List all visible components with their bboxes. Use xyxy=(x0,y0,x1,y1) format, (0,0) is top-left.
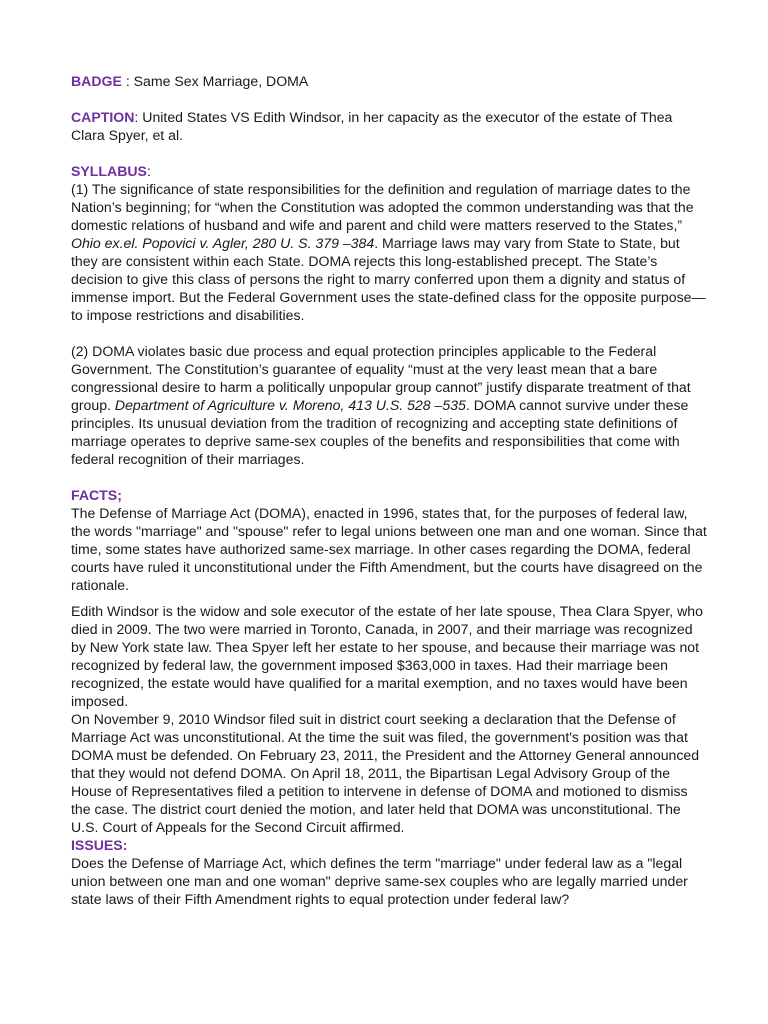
syllabus-p2-text-b: . DOMA cannot survive under these principles. Its unusual deviation from the tradition of recognizing and accepting state definitions of marriage operates to deprive same-sex couples of the benefits and responsibilities that come with federal recognition of their marriages. xyxy=(71,397,689,467)
syllabus-colon: : xyxy=(146,163,151,179)
facts-heading: FACTS; xyxy=(71,487,122,503)
syllabus-paragraph-1 xyxy=(71,180,708,324)
facts-paragraph-3: On November 9, 2010 Windsor filed suit in district court seeking a declaration that the Defense of Marriage Act was unconstitutional. At the time the suit was filed, the government's position was that DOMA must be defended. On February 23, 2011, the President and the Attorney General announced that they would not defend DOMA. On April 18, 2011, the Bipartisan Legal Advisory Group of the House of Representatives filed a petition to intervene in defense of DOMA and motioned to dismiss the case. The district court denied the motion, and later held that DOMA was unconstitutional. The U.S. Court of Appeals for the Second Circuit affirmed. xyxy=(71,711,700,835)
badge-label: BADGE xyxy=(71,73,122,89)
badge-separator: : xyxy=(121,73,134,89)
facts-paragraph-1: The Defense of Marriage Act (DOMA), enacted in 1996, states that, for the purposes of federal law, the words "marriage" and "spouse" refer to legal unions between one man and one woman. Since that time, some states have authorized same-sex marriage. In other cases regarding the DOMA, federal courts have ruled it unconstitutional under the Fifth Amendment, but the courts have disagreed on the rationale. xyxy=(71,505,707,593)
syllabus-label: SYLLABUS xyxy=(71,163,147,179)
caption-separator: : xyxy=(134,109,143,125)
badge-line xyxy=(71,72,708,90)
caption-line xyxy=(71,108,708,144)
facts-paragraph-2: Edith Windsor is the widow and sole executor of the estate of her late spouse, Thea Clara Spyer, who died in 2009. The two were married in Toronto, Canada, in 2007, and their marriage was recognized by New York state law. Thea Spyer left her estate to her spouse, and because their marriage was not recognized by federal law, the government imposed $363,000 in taxes. Had their marriage been recognized, the estate would have qualified for a marital exemption, and no taxes would have been imposed. xyxy=(71,603,703,709)
caption-value: United States VS Edith Windsor, in her capacity as the executor of the estate of Thea Clara Spyer, et al. xyxy=(71,109,673,143)
syllabus-heading-line xyxy=(71,162,708,180)
issues-heading: ISSUES: xyxy=(71,837,128,853)
syllabus-p1-citation: Ohio ex.el. Popovici v. Agler, 280 U. S. 379 –384 xyxy=(71,235,375,251)
syllabus-p1-text-a: (1) The significance of state responsibilities for the definition and regulation of marriage dates to the Nation’s beginning; for “when the Constitution was adopted the common understanding was that the domestic relations of husband and wife and parent and child were matters reserved to the States,” xyxy=(71,181,694,233)
issues-paragraph-1: Does the Defense of Marriage Act, which defines the term "marriage" under federal law as a "legal union between one man and one woman" deprive same-sex couples who are legally married under state laws of their Fifth Amendment rights to equal protection under federal law? xyxy=(71,855,688,907)
syllabus-p2-text-a: (2) DOMA violates basic due process and equal protection principles applicable to the Federal Government. The Constitution’s guarantee of equality “must at the very least mean that a bare congressional desire to harm a politically unpopular group cannot” justify disparate treatment of that group. xyxy=(71,343,691,413)
badge-value: Same Sex Marriage, DOMA xyxy=(133,73,309,89)
syllabus-p2-citation: Department of Agriculture v. Moreno, 413 U.S. 528 –535 xyxy=(114,397,466,413)
caption-label: CAPTION xyxy=(71,109,135,125)
syllabus-paragraph-2 xyxy=(71,342,708,468)
syllabus-p1-text-b: . Marriage laws may vary from State to State, but they are consistent within each State. DOMA rejects this long-established precept. The State’s decision to give this class of persons the right to marry conferred upon them a dignity and status of immense import. But the Federal Government uses the state-defined class for the opposite purpose—to impose restrictions and disabilities. xyxy=(71,235,706,323)
